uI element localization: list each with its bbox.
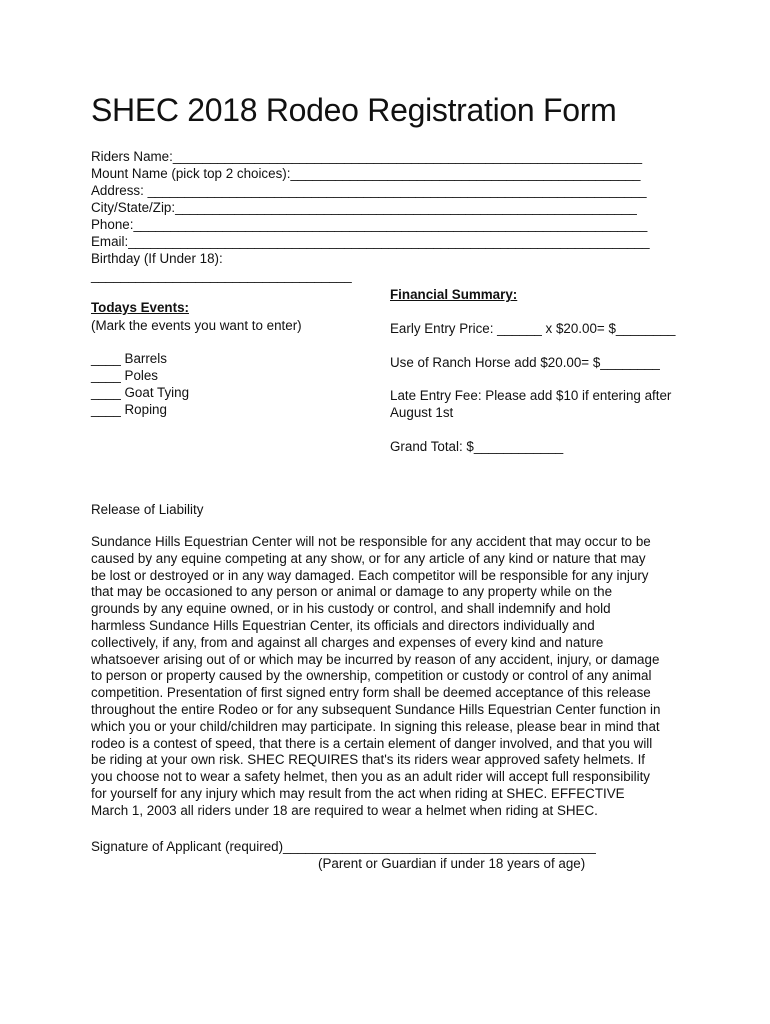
release-line: which you or your child/children may participate. In signing this release, please bear in mind that [91, 718, 660, 734]
address-field[interactable]: Address: ___________________________________________________________________ [91, 183, 647, 198]
release-line: collectively, if any, from and against all charges and expenses of every kind and nature [91, 634, 604, 650]
early-entry-field[interactable]: Early Entry Price: ______ x $20.00= $________ [390, 321, 676, 336]
release-line: grounds by any equine owned, or in his custody or control, and shall indemnify and hold [91, 601, 611, 617]
release-line: for yourself for any injury which may result from the act when riding at SHEC. EFFECTIVE [91, 785, 625, 801]
event-poles[interactable]: ____ Poles [91, 368, 159, 383]
release-line: caused by any equine competing at any show, or for any article of any kind or nature that may [91, 550, 646, 566]
signature-field[interactable]: Signature of Applicant (required)__________________________________________ [91, 839, 596, 854]
release-line: you choose not to wear a safety helmet, then you as an adult rider will accept full responsibility [91, 769, 650, 785]
late-fee-line2: August 1st [390, 405, 454, 420]
page-title: SHEC 2018 Rodeo Registration Form [91, 92, 617, 128]
release-text [91, 534, 691, 820]
financial-heading: Financial Summary: [390, 287, 518, 302]
release-line: that may be occasioned to any person or animal or damage to any property while on the [91, 584, 613, 600]
phone-field[interactable]: Phone:_____________________________________________________________________ [91, 217, 648, 232]
late-fee-line1: Late Entry Fee: Please add $10 if entering after [390, 388, 672, 403]
event-roping[interactable]: ____ Roping [91, 402, 167, 417]
ranch-horse-field[interactable]: Use of Ranch Horse add $20.00= $________ [390, 355, 660, 370]
event-goat-tying[interactable]: ____ Goat Tying [91, 385, 190, 400]
grand-total-field[interactable]: Grand Total: $____________ [390, 439, 564, 454]
event-barrels[interactable]: ____ Barrels [91, 351, 167, 366]
release-line: competition. Presentation of first signed entry form shall be deemed acceptance of this release [91, 685, 651, 701]
events-instruction: (Mark the events you want to enter) [91, 318, 302, 333]
release-line: be riding at your own risk. SHEC REQUIRES that's its riders wear approved safety helmets. If [91, 752, 646, 768]
release-line: whatsoever arising out of or which may be incurred by reason of any accident, injury, or damage [91, 651, 660, 667]
release-line: rodeo is a contest of speed, that there is a certain element of danger involved, and that you will [91, 735, 653, 751]
release-line: harmless Sundance Hills Equestrian Center, its officials and directors individually and [91, 617, 595, 633]
signature-note: (Parent or Guardian if under 18 years of age) [318, 856, 586, 871]
city-state-zip-field[interactable]: City/State/Zip:______________________________________________________________ [91, 200, 637, 215]
release-line: throughout the entire Rodeo or for any subsequent Sundance Hills Equestrian Center function in [91, 701, 661, 717]
email-field[interactable]: Email:______________________________________________________________________ [91, 234, 650, 249]
birthday-label: Birthday (If Under 18): [91, 251, 223, 266]
birthday-field[interactable]: ___________________________________ [91, 268, 352, 283]
release-line: March 1, 2003 all riders under 18 are required to wear a helmet when riding at SHEC. [91, 802, 598, 818]
release-heading: Release of Liability [91, 502, 204, 517]
mount-name-field[interactable]: Mount Name (pick top 2 choices):_______________________________________________ [91, 166, 641, 181]
release-line: to person or property caused by the ownership, competition or custody or control of any animal [91, 668, 652, 684]
release-line: be lost or destroyed or in any way damaged. Each competitor will be responsible for any injury [91, 567, 649, 583]
riders-name-field[interactable]: Riders Name:_______________________________________________________________ [91, 149, 643, 164]
release-line: Sundance Hills Equestrian Center will not be responsible for any accident that may occur to be [91, 534, 651, 549]
events-heading: Todays Events: [91, 300, 189, 315]
